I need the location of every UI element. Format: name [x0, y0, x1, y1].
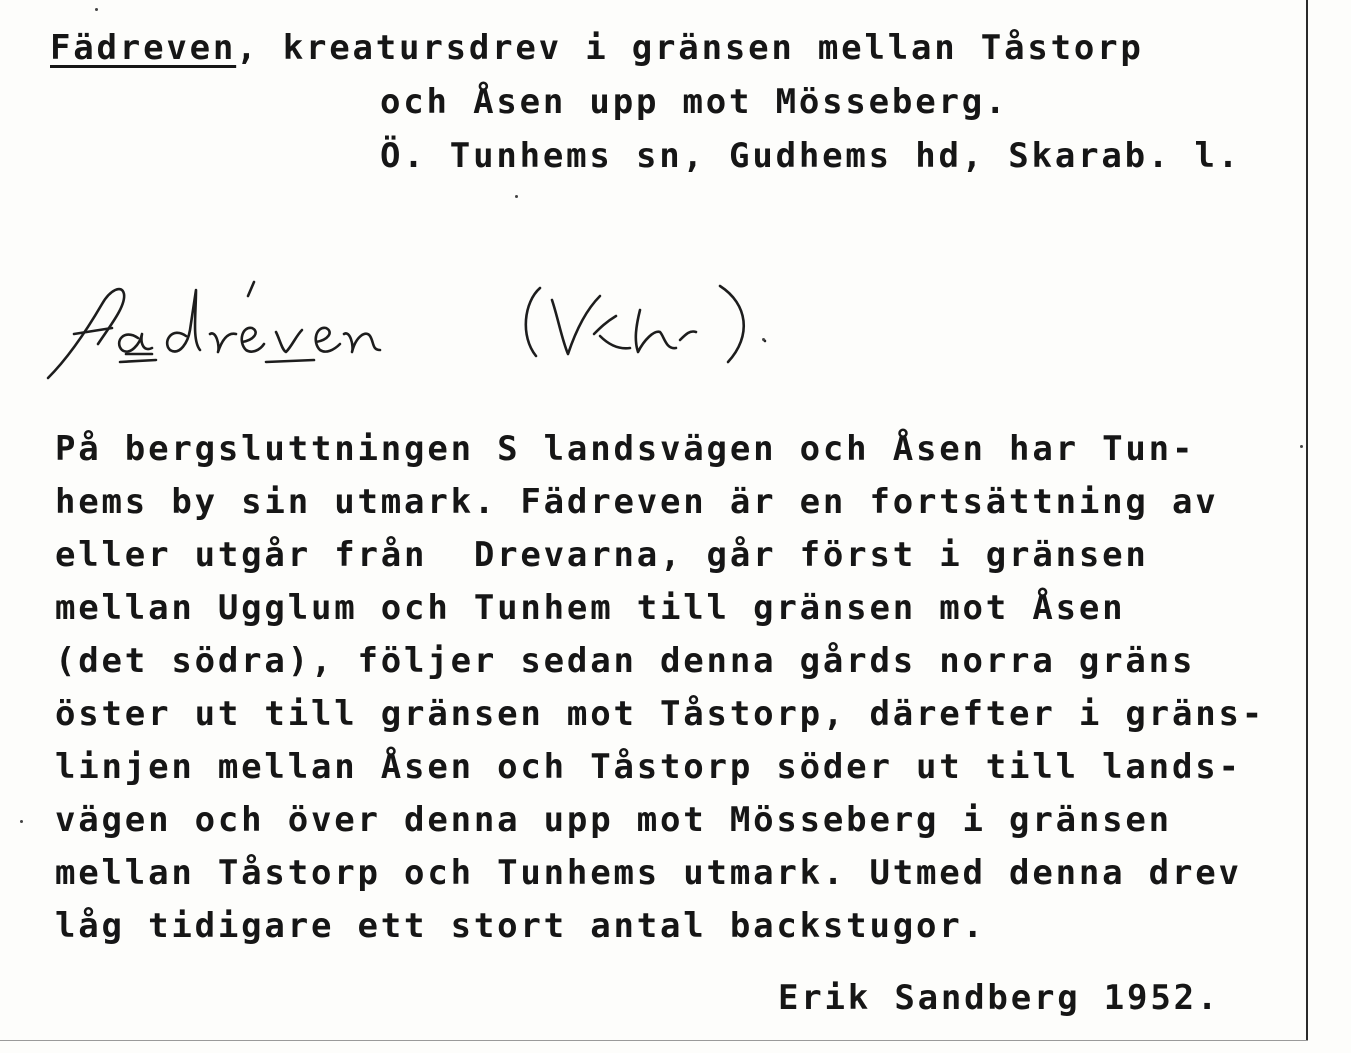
scan-speck	[762, 338, 765, 341]
body-line-6: öster ut till gränsen mot Tåstorp, därefter i gräns-	[55, 694, 1266, 734]
scan-speck	[1300, 445, 1303, 448]
scan-speck	[515, 195, 518, 198]
header-line-3: Ö. Tunhems sn, Gudhems hd, Skarab. l.	[380, 136, 1241, 176]
body-line-4: mellan Ugglum och Tunhem till gränsen mot Åsen	[55, 588, 1126, 628]
handwritten-pronunciation	[40, 270, 780, 390]
header-line-2: och Åsen upp mot Mösseberg.	[380, 82, 1009, 122]
body-line-8: vägen och över denna upp mot Mösseberg i gränsen	[55, 800, 1172, 840]
body-line-7: linjen mellan Åsen och Tåstorp söder ut till lands-	[55, 747, 1242, 787]
body-line-1: På bergsluttningen S landsvägen och Åsen har Tun-	[55, 429, 1196, 469]
handwritten-text-value	[0, 0, 1, 1]
card-right-edge	[1306, 0, 1308, 1040]
body-line-3: eller utgår från Drevarna, går först i gränsen	[55, 535, 1149, 575]
card-bottom-edge	[0, 1040, 1308, 1041]
body-line-2: hems by sin utmark. Fädreven är en fortsättning av	[55, 482, 1219, 522]
header-line-1-rest: , kreatursdrev i gränsen mellan Tåstorp	[236, 28, 1144, 68]
body-line-5: (det södra), följer sedan denna gårds norra gräns	[55, 641, 1196, 681]
headword: Fädreven	[50, 28, 237, 68]
body-line-10: låg tidigare ett stort antal backstugor.	[55, 906, 986, 946]
signature: Erik Sandberg 1952.	[778, 978, 1221, 1018]
scan-speck	[95, 8, 98, 11]
body-line-9: mellan Tåstorp och Tunhems utmark. Utmed denna drev	[55, 853, 1242, 893]
header-line-1	[50, 22, 1144, 74]
scan-speck	[20, 820, 23, 823]
